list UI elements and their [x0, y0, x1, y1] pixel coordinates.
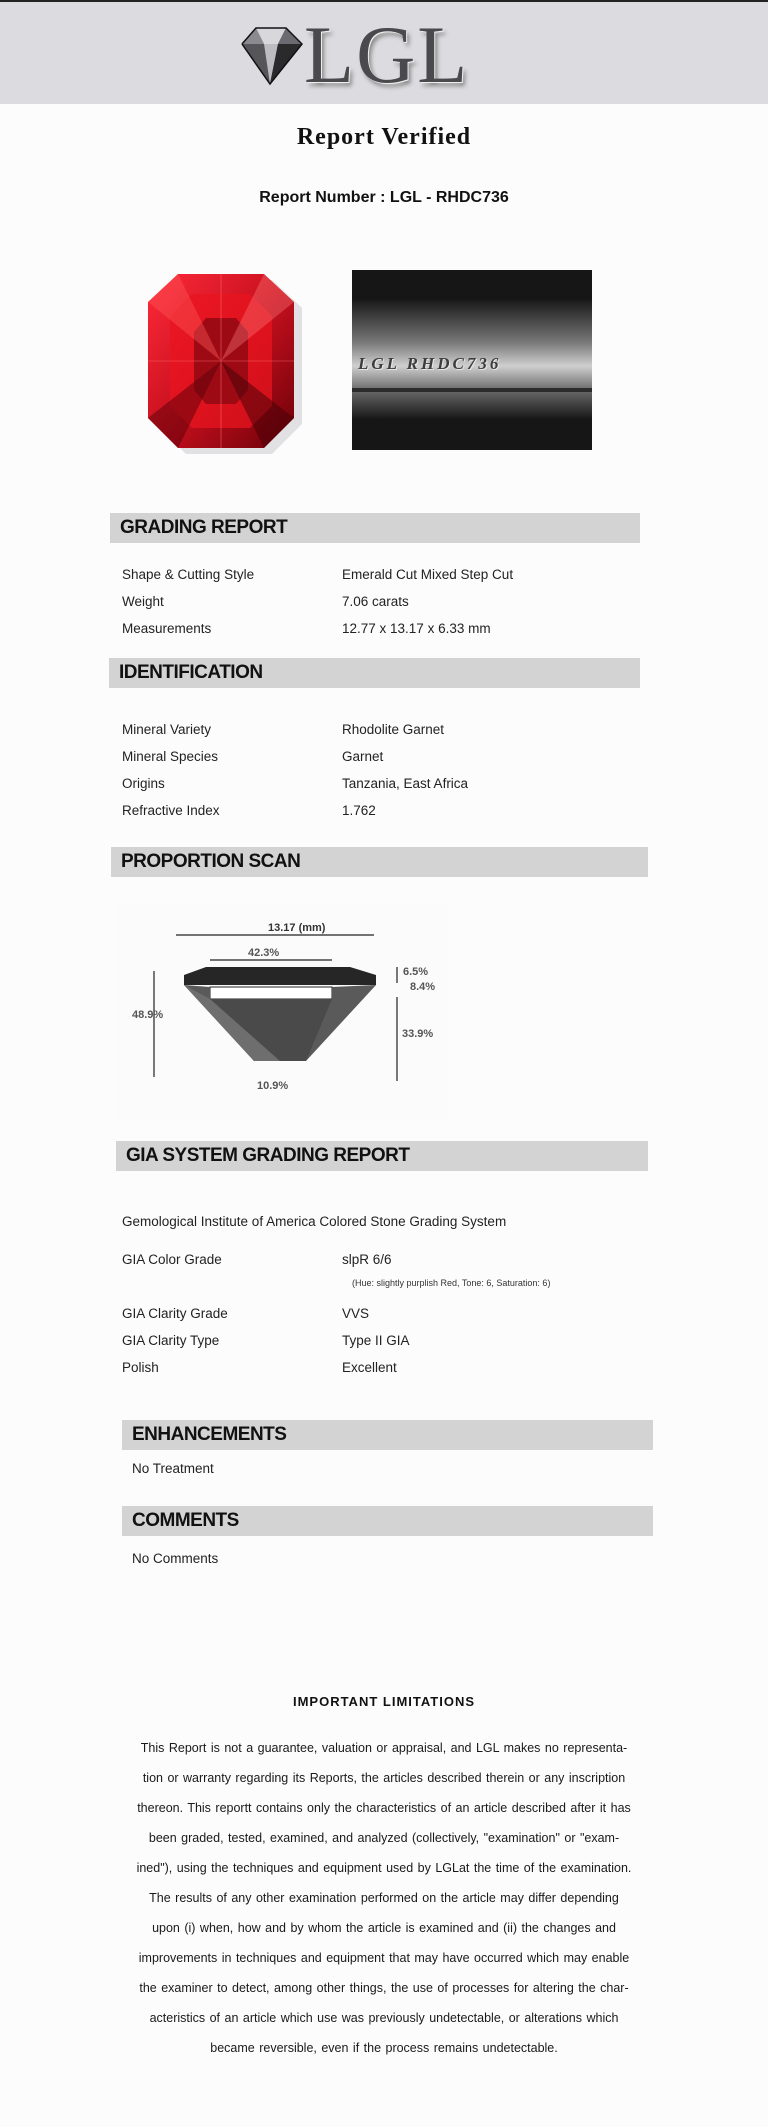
page-title: Report Verified — [296, 124, 472, 150]
inscription-text: LGL RHDC736 — [358, 354, 502, 373]
mineral-variety-label: Mineral Variety — [122, 722, 212, 737]
mineral-species-value: Garnet — [342, 749, 384, 764]
polish-label: Polish — [122, 1360, 159, 1375]
limitations-line: upon (i) when, how and by whom the article is examined and (ii) the changes and — [152, 1921, 616, 1935]
depth-pct: 48.9% — [132, 1009, 164, 1021]
header-banner — [0, 2, 768, 104]
gia-system-text: Gemological Institute of America Colored Stone Grading System — [122, 1214, 507, 1229]
origins-label: Origins — [122, 776, 165, 791]
gia-heading: GIA SYSTEM GRADING REPORT — [116, 1141, 648, 1171]
limitations-line: acteristics of an article which use was previously undetectable, or alterations which — [149, 2011, 619, 2025]
measurements-label: Measurements — [122, 621, 212, 636]
mineral-species-label: Mineral Species — [122, 749, 219, 764]
lgl-logo[interactable] — [234, 9, 494, 100]
gia-clarity-grade-label: GIA Clarity Grade — [122, 1306, 228, 1321]
weight-label: Weight — [122, 594, 164, 609]
diamond-icon — [234, 22, 308, 88]
refractive-index-label: Refractive Index — [122, 803, 220, 818]
crown-pct: 6.5% — [403, 966, 429, 978]
enhancements-heading: ENHANCEMENTS — [122, 1420, 653, 1450]
limitations-line: thereon. This reportt contains only the characteristics of an article described after it has — [137, 1801, 631, 1815]
culet-pct: 10.9% — [257, 1080, 289, 1092]
limitations-line: tion or warranty regarding its Reports, the articles described therein or any inscription — [142, 1771, 626, 1785]
gia-clarity-grade-value: VVS — [342, 1306, 370, 1321]
girdle-pct: 8.4% — [410, 981, 436, 993]
identification-heading: IDENTIFICATION — [109, 658, 640, 688]
limitations-body — [118, 1733, 650, 2063]
proportion-diagram — [118, 905, 448, 1120]
polish-value: Excellent — [342, 1360, 397, 1375]
pavilion-pct: 33.9% — [402, 1028, 434, 1040]
limitations-line: The results of any other examination performed on the article may differ depending — [149, 1891, 619, 1905]
width-label: 13.17 (mm) — [268, 922, 326, 934]
shape-value: Emerald Cut Mixed Step Cut — [342, 567, 514, 582]
proportion-scan-heading: PROPORTION SCAN — [111, 847, 648, 877]
limitations-line: ined"), using the techniques and equipment used by LGLat the time of the examination. — [136, 1861, 632, 1875]
gia-color-value: slpR 6/6 — [342, 1252, 392, 1267]
gia-clarity-type-label: GIA Clarity Type — [122, 1333, 220, 1348]
logo-text: LGL — [304, 9, 470, 100]
grading-report-heading: GRADING REPORT — [110, 513, 640, 543]
gia-color-note: (Hue: slightly purplish Red, Tone: 6, Saturation: 6) — [352, 1278, 551, 1288]
shape-label: Shape & Cutting Style — [122, 567, 255, 582]
report-number — [0, 189, 768, 207]
report-number-label: Report Number : — [259, 189, 386, 206]
comments-heading: COMMENTS — [122, 1506, 653, 1536]
limitations-line: the examiner to detect, among other things, the use of processes for altering the char- — [139, 1981, 629, 1995]
limitations-line: became reversible, even if the process remains undetectable. — [210, 2041, 558, 2055]
gem-photo — [132, 268, 320, 458]
limitations-line: improvements in techniques and equipment that may have occurred which may enable — [138, 1951, 630, 1965]
gia-color-label: GIA Color Grade — [122, 1252, 222, 1267]
measurements-value: 12.77 x 13.17 x 6.33 mm — [342, 621, 491, 636]
gia-clarity-type-value: Type II GIA — [342, 1333, 410, 1348]
report-number-value: LGL - RHDC736 — [389, 189, 509, 206]
enhancements-value: No Treatment — [132, 1461, 214, 1476]
limitations-line: This Report is not a guarantee, valuation or appraisal, and LGL makes no representa- — [140, 1741, 628, 1755]
limitations-heading: IMPORTANT LIMITATIONS — [292, 1694, 476, 1709]
mineral-variety-value: Rhodolite Garnet — [342, 722, 445, 737]
weight-value: 7.06 carats — [342, 594, 409, 609]
origins-value: Tanzania, East Africa — [342, 776, 469, 791]
inscription-photo — [352, 270, 592, 450]
comments-value: No Comments — [132, 1551, 219, 1566]
limitations-line: been graded, tested, examined, and analyzed (collectively, "examination" or "exam- — [148, 1831, 620, 1845]
refractive-index-value: 1.762 — [342, 803, 376, 818]
table-pct: 42.3% — [248, 947, 280, 959]
